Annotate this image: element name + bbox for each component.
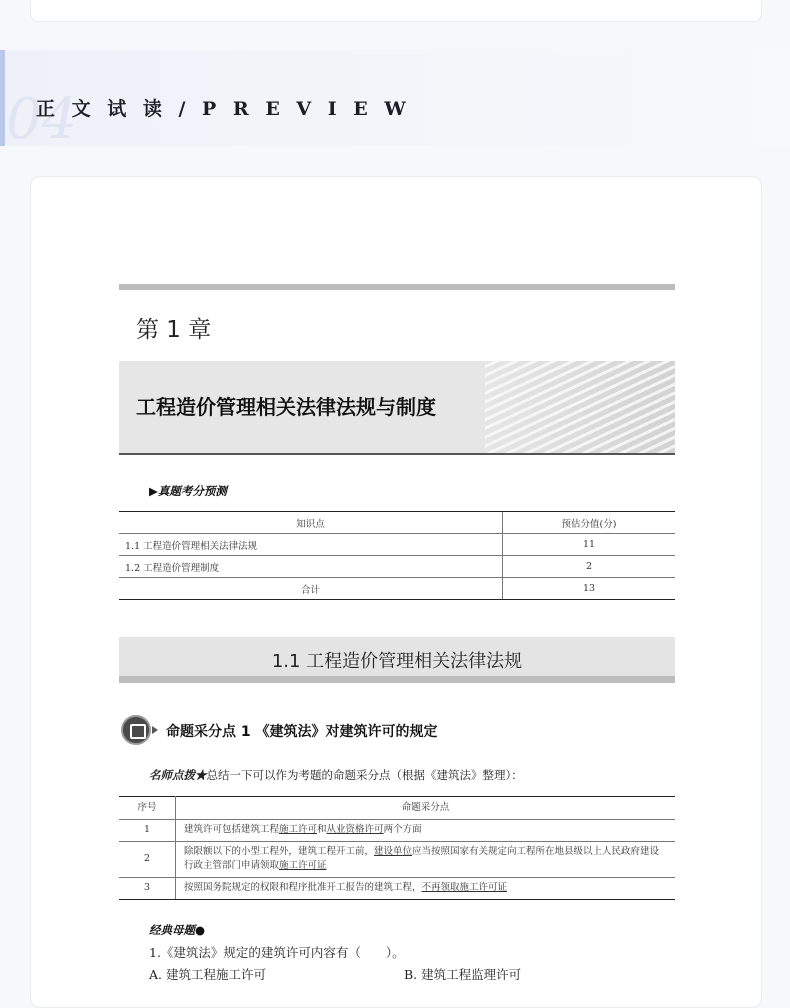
section-header [0,50,790,152]
table-cell: 2 [119,841,176,877]
tip-prefix: 名师点拨★ [149,768,207,782]
chapter-number: 第 1 章 [136,317,212,343]
decorative-stripes [485,361,675,453]
score-table [119,511,675,600]
teacher-tip [149,767,523,783]
table-header-row [119,512,675,534]
table-header-row [119,797,675,820]
preview-card [30,176,762,1008]
table-cell: 合计 [119,578,503,600]
section-band [119,637,675,683]
section-title: 正 文 试 读 / P R E V I E W [36,98,411,120]
section-number: 04 [6,87,78,152]
header-cell: 序号 [119,797,176,820]
table-cell: 3 [119,878,176,900]
option-b: B. 建筑工程监理许可 [404,967,522,982]
chapter-title-box [119,361,675,455]
header-cell: 命题采分点 [176,797,676,820]
header-cell: 预估分值(分) [503,512,676,534]
arrow-right-icon [152,726,158,734]
header-accent-bar [0,50,5,146]
table-cell: 1 [119,820,176,842]
previous-card [30,0,762,22]
table-cell: 建筑许可包括建筑工程施工许可和从业资格许可两个方面 [176,820,676,842]
table-row [119,841,675,877]
table-cell: 按照国务院规定的权限和程序批准开工报告的建筑工程，不再领取施工许可证 [176,878,676,900]
top-rule [119,284,675,290]
option-a: A. 建筑工程施工许可 [149,967,266,982]
score-prediction-label: ▶真题考分预测 [149,484,227,498]
table-cell: 13 [503,578,676,600]
point-title: 命题采分点 1 《建筑法》对建筑许可的规定 [166,724,438,740]
chapter-title: 工程造价管理相关法律法规与制度 [136,395,436,419]
table-total-row [119,578,675,600]
table-cell: 1.2 工程造价管理制度 [119,556,503,578]
table-cell: 1.1 工程造价管理相关法律法规 [119,534,503,556]
question-text: 1.《建筑法》规定的建筑许可内容有（ ）。 [149,945,405,960]
table-row [119,534,675,556]
table-cell: 除限额以下的小型工程外，建筑工程开工前，建设单位应当按照国家有关规定向工程所在地县级以上人民政府建设行政主管部门申请领取施工许可证 [176,841,676,877]
table-row [119,556,675,578]
header-cell: 知识点 [119,512,503,534]
table-cell: 2 [503,556,676,578]
question-heading: 经典母题● [149,923,206,937]
table-row [119,878,675,900]
section-band-title: 1.1 工程造价管理相关法律法规 [271,651,523,672]
table-row [119,820,675,842]
points-table [119,796,675,900]
book-page [119,177,677,1007]
book-reader-icon [121,715,151,745]
table-cell: 11 [503,534,676,556]
tip-text: 总结一下可以作为考题的命题采分点（根据《建筑法》整理）： [206,768,523,782]
